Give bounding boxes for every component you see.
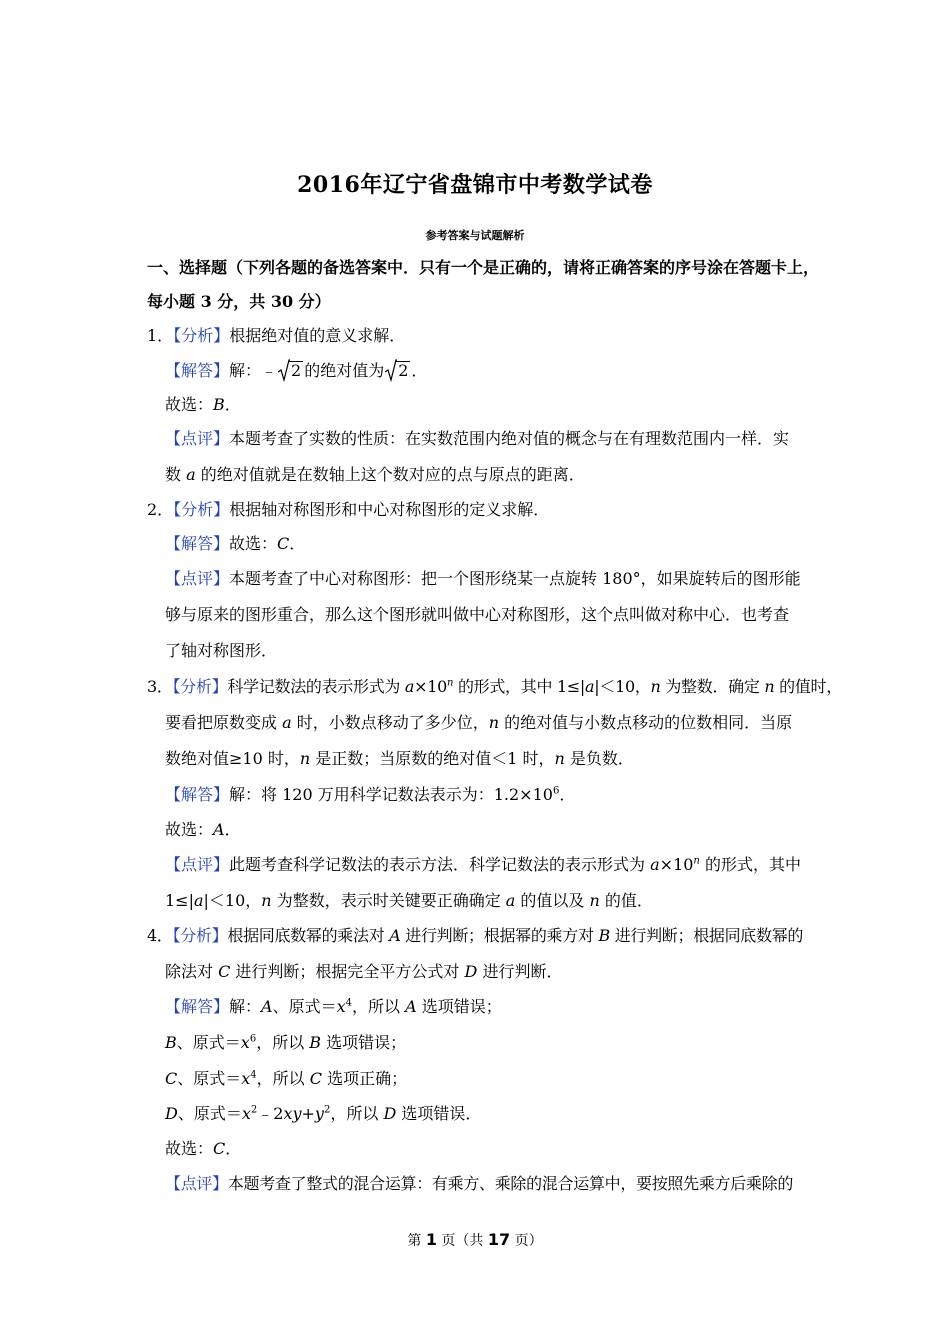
- q2-comment: 【点评】本题考查了中心对称图形：把一个图形绕某一点旋转 180°，如果旋转后的图形能: [165, 569, 801, 588]
- q4-answer-a: 【解答】解：A、原式$=x^4$，所以 A 选项错误；: [165, 997, 502, 1016]
- q3-analysis-line3: 数绝对值≥10 时，n 是正数；当原数的绝对值＜1 时，n 是负数．: [165, 749, 634, 768]
- answer-tag: 【解答】: [165, 361, 230, 380]
- q4-analysis-line2: 除法对 C 进行判断；根据完全平方公式对 D 进行判断．: [165, 962, 563, 981]
- analysis-tag: 【分析】: [173, 326, 230, 345]
- section-heading-line1: 一、选择题（下列各题的备选答案中．只有一个是正确的，请将正确答案的序号涂在答题卡上，: [147, 258, 820, 277]
- q4-choice: 故选：C．: [165, 1139, 242, 1158]
- q3-answer: 【解答】解：将 120 万用科学记数法表示为：$1.2\times 10^6$．: [165, 785, 576, 804]
- q2-answer: 【解答】故选：C．: [165, 534, 306, 553]
- sqrt-symbol: 2: [385, 361, 410, 381]
- q2-comment-line3: 了轴对称图形．: [165, 641, 278, 660]
- q1-comment-line2: 数 a 的绝对值就是在数轴上这个数对应的点与原点的距离．: [165, 465, 585, 484]
- q4-answer-d: D、原式$=x^2﹣2xy+y^2$，所以 D 选项错误．: [165, 1104, 482, 1123]
- q1-choice: 故选：B．: [165, 395, 241, 414]
- q4-analysis: 4．【分析】根据同底数幂的乘法对 A 进行判断；根据幂的乘方对 B 进行判断；根据同底数幂的: [147, 926, 804, 945]
- q4-comment: 【点评】本题考查了整式的混合运算：有乘方、乘除的混合运算中，要按照先乘方后乘除的: [165, 1174, 794, 1193]
- q3-number: 3．: [147, 677, 173, 696]
- q1-answer: 【解答】解：﹣ 2 的绝对值为 2 ．: [165, 361, 428, 380]
- q2-comment-line2: 够与原来的图形重合，那么这个图形就叫做中心对称图形，这个点叫做对称中心．也考查: [165, 605, 790, 624]
- comment-tag: 【点评】: [165, 429, 230, 448]
- q1-number: 1．: [147, 326, 174, 345]
- q3-analysis-line2: 要看把原数变成 a 时，小数点移动了多少位，n 的绝对值与小数点移动的位数相同．当原: [165, 713, 793, 732]
- section-heading-line2: 每小题 3 分，共 30 分）: [147, 292, 331, 311]
- page-title: 2016年辽宁省盘锦市中考数学试卷: [297, 172, 653, 198]
- q4-number: 4．: [147, 926, 173, 945]
- q3-comment: 【点评】此题考查科学记数法的表示方法．科学记数法的表示形式为 $a\times 10^n$ 的形式，其中: [165, 855, 801, 874]
- q2-analysis: 2．【分析】根据轴对称图形和中心对称图形的定义求解．: [147, 500, 550, 519]
- q3-choice: 故选：A．: [165, 820, 241, 839]
- q4-answer-b: B、原式$=x^6$，所以 B 选项错误；: [165, 1033, 407, 1052]
- total-pages: 17: [487, 1230, 511, 1249]
- q1-comment: 【点评】本题考查了实数的性质：在实数范围内绝对值的概念与在有理数范围内一样．实: [165, 429, 790, 448]
- page-subtitle: 参考答案与试题解析: [425, 229, 525, 242]
- q1-analysis: 1．【分析】根据绝对值的意义求解．: [147, 326, 406, 345]
- current-page-number: 1: [425, 1230, 437, 1249]
- page-footer: 第 1 页（共 17 页）: [407, 1230, 543, 1249]
- q3-analysis: 3．【分析】科学记数法的表示形式为 $a\times 10^n$ 的形式，其中 1≤|a|＜10，n 为整数．确定 n 的值时，: [147, 677, 842, 696]
- q3-comment-line2: 1≤|a|＜10，n 为整数，表示时关键要正确确定 a 的值以及 n 的值．: [165, 891, 653, 910]
- q4-answer-c: C、原式$=x^4$，所以 C 选项正确；: [165, 1069, 408, 1088]
- sqrt-symbol: 2: [278, 361, 303, 381]
- q2-number: 2．: [147, 500, 174, 519]
